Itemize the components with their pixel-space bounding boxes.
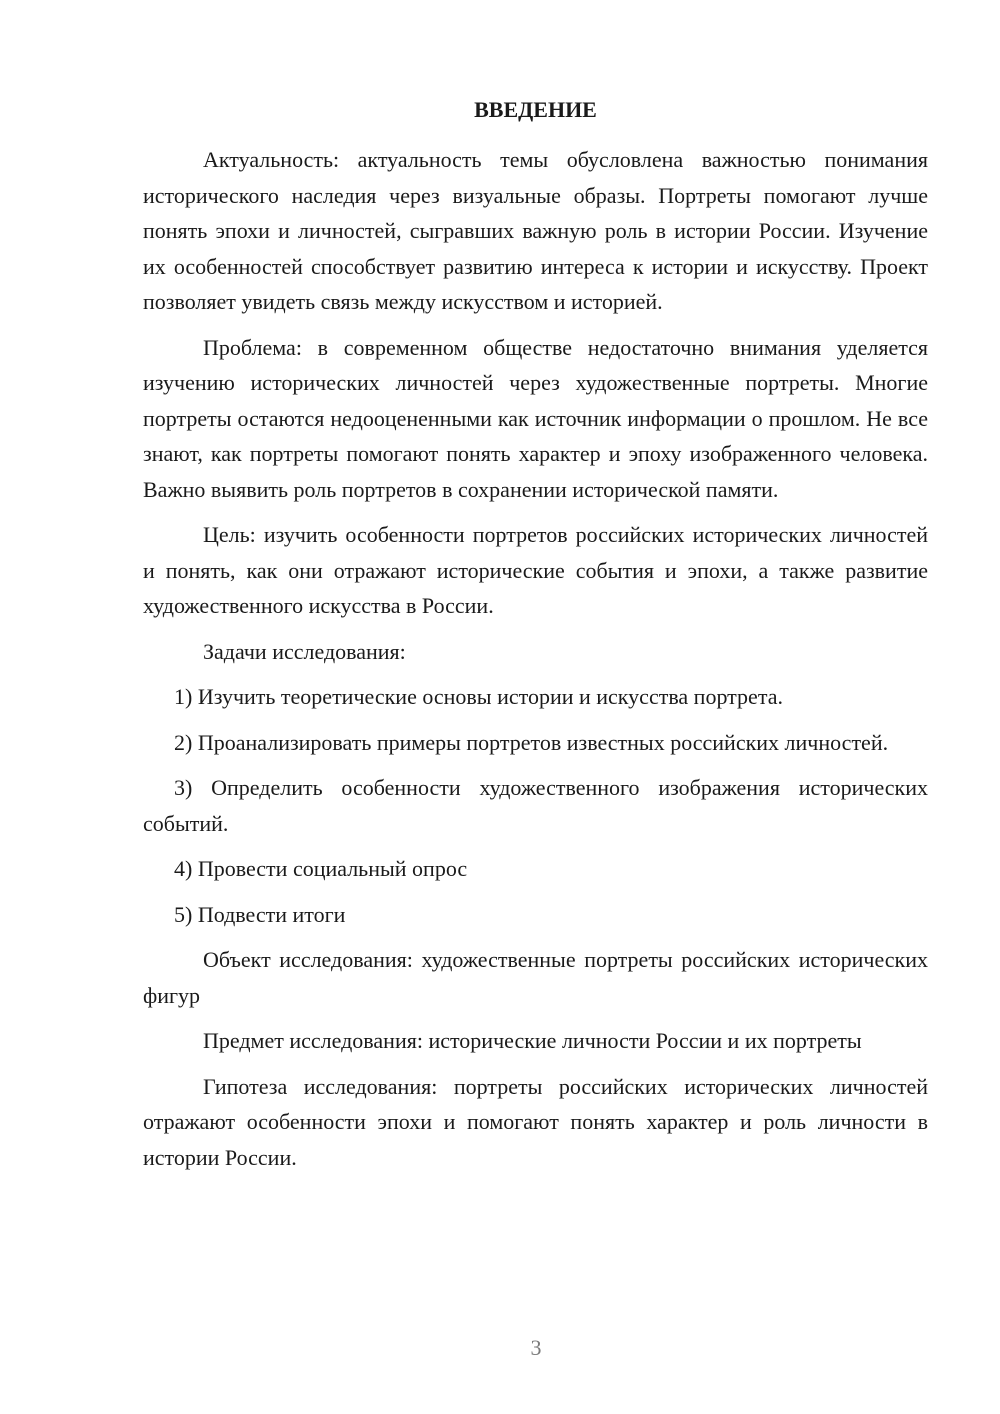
paragraph-object: Объект исследования: художественные портреты российских исторических фигур — [143, 947, 928, 1008]
page-title: ВВЕДЕНИЕ — [474, 97, 597, 122]
task-item-2: 2) Проанализировать примеры портретов известных российских личностей. — [174, 729, 889, 755]
task-item-5: 5) Подвести итоги — [174, 901, 346, 927]
paragraph-problem: Проблема: в современном обществе недостаточно внимания уделяется изучению исторических личностей через художественные портреты. Многие портреты остаются недооцененными как источник информации о прошлом. Не все знают, как портреты помогают понять характер и эпоху изображенного человека. Важно выявить роль портретов в сохранении исторической памяти. — [143, 334, 928, 502]
task-item-3: 3) Определить особенности художественного изображения исторических событий. — [143, 775, 928, 836]
paragraph-hypothesis: Гипотеза исследования: портреты российских исторических личностей отражают особенности эпохи и помогают понять характер и роль личности в истории России. — [143, 1073, 928, 1170]
tasks-heading: Задачи исследования: — [203, 638, 406, 664]
task-item-4: 4) Провести социальный опрос — [174, 856, 468, 881]
task-item-1: 1) Изучить теоретические основы истории и искусства портрета. — [174, 684, 783, 709]
paragraph-relevance: Актуальность: актуальность темы обусловлена важностью понимания исторического наследия через визуальные образы. Портреты помогают лучше понять эпохи и личностей, сыгравших важную роль в истории России. Изучение их особенностей способствует развитию интереса к истории и искусству. Проект позволяет увидеть связь между искусством и историей. — [143, 147, 928, 314]
page-number: 3 — [530, 1335, 542, 1360]
paragraph-subject: Предмет исследования: исторические личности России и их портреты — [203, 1028, 862, 1053]
document-body — [143, 142, 928, 1185]
paragraph-goal: Цель: изучить особенности портретов российских исторических личностей и понять, как они отражают исторические события и эпохи, а также развитие художественного искусства в России. — [143, 522, 928, 618]
